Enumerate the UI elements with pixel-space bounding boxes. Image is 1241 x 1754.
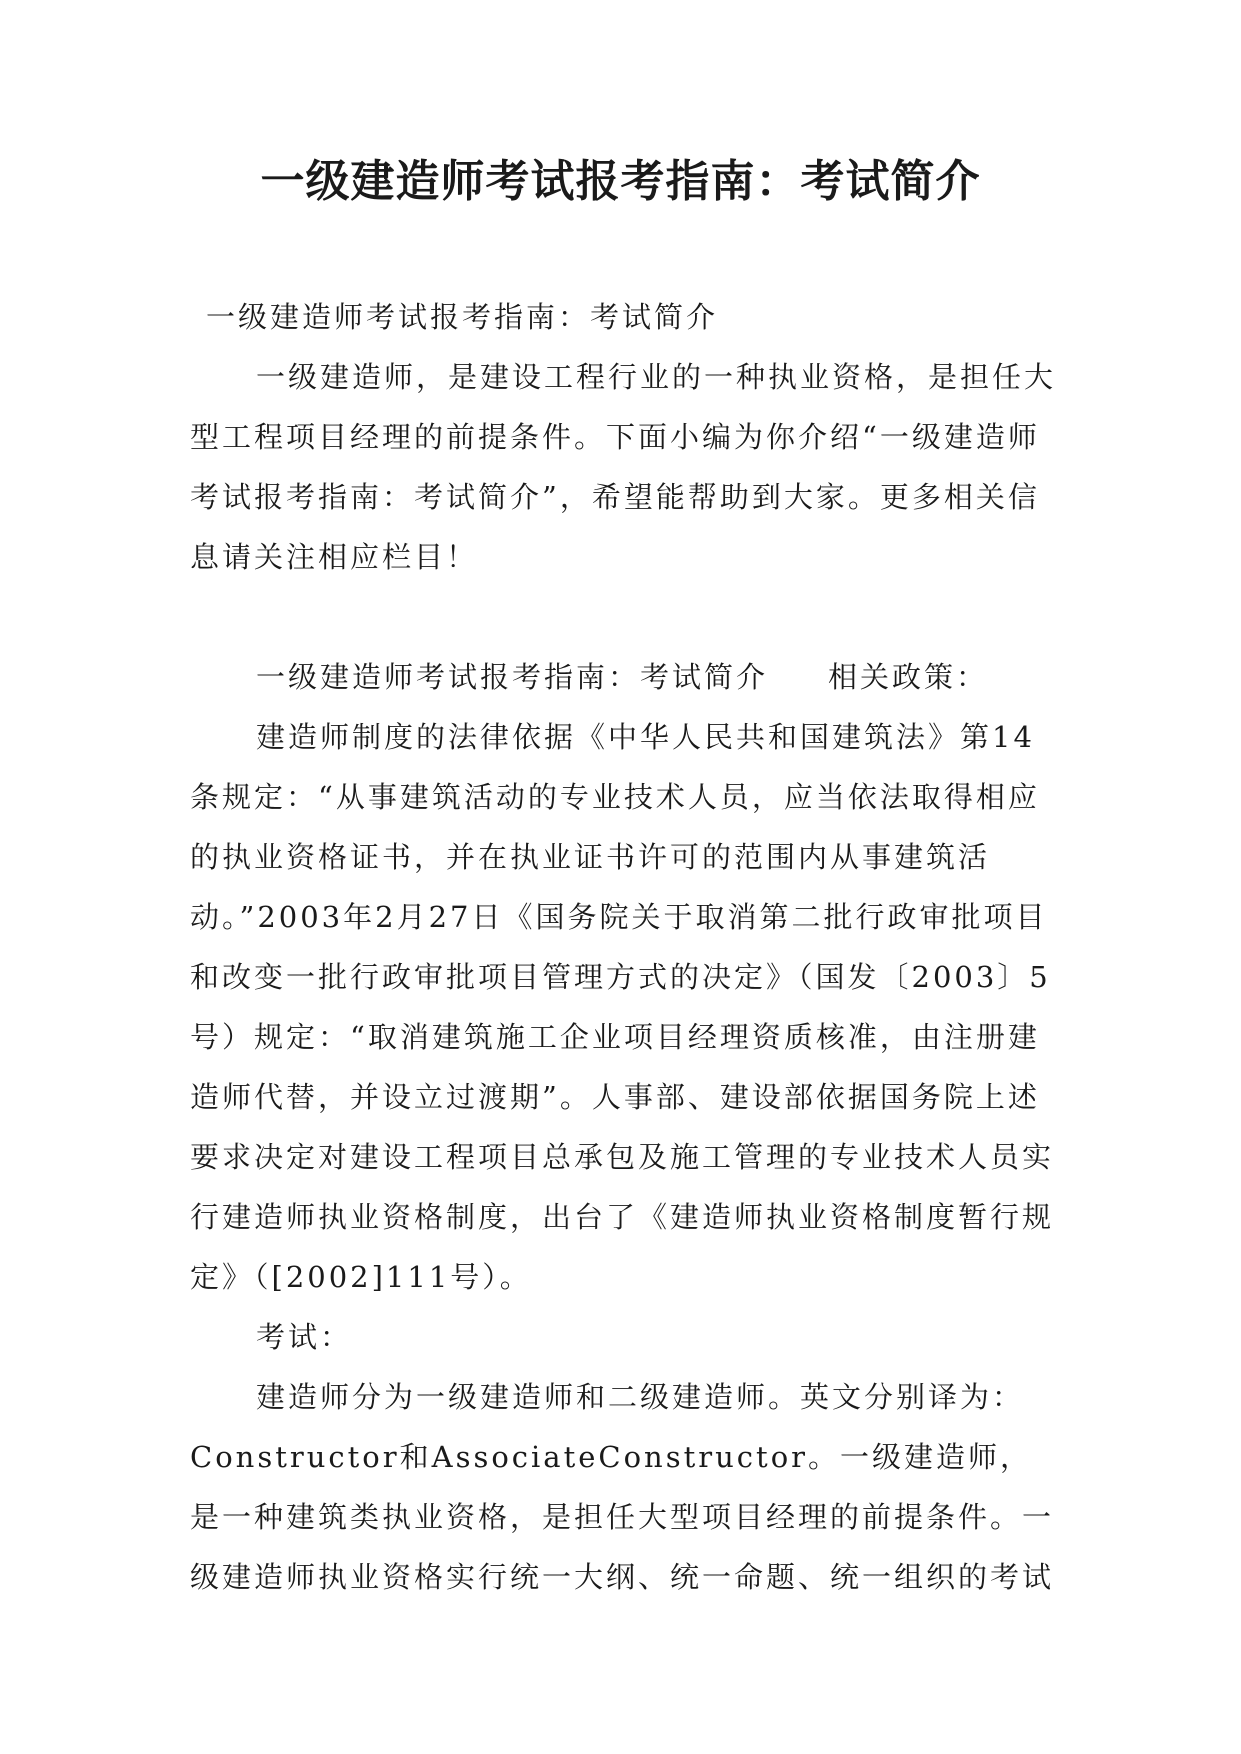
policy-paragraph: 建造师制度的法律依据《中华人民共和国建筑法》第14条规定：“从事建筑活动的专业技术人员，应当依法取得相应的执业资格证书，并在执业证书许可的范围内从事建筑活动。”2003年2月27日《国务院关于取消第二批行政审批项目和改变一批行政审批项目管理方式的决定》（国发〔2003〕5号）规定：“取消建筑施工企业项目经理资质核准，由注册建造师代替，并设立过渡期”。人事部、建设部依据国务院上述要求决定对建设工程项目总承包及施工管理的专业技术人员实行建造师执业资格制度，出台了《建造师执业资格制度暂行规定》（[2002]111号）。	[190, 720, 1055, 1294]
document-title: 一级建造师考试报考指南：考试简介	[260, 156, 981, 207]
document-body	[190, 287, 1060, 1607]
paragraph-gap	[190, 587, 1060, 647]
section-heading-a: 一级建造师考试报考指南：考试简介	[256, 660, 769, 694]
exam-paragraph: 建造师分为一级建造师和二级建造师。英文分别译为：Constructor和AssociateConstructor。一级建造师，是一种建筑类执业资格，是担任大型项目经理的前提条件。一级建造师执业资格实行统一大纲、统一命题、统一组织的考试	[190, 1380, 1055, 1594]
document-subtitle: 一级建造师考试报考指南：考试简介	[206, 300, 719, 334]
exam-heading: 考试：	[256, 1320, 353, 1354]
intro-paragraph: 一级建造师，是建设工程行业的一种执业资格，是担任大型工程项目经理的前提条件。下面小编为你介绍“一级建造师考试报考指南：考试简介”，希望能帮助到大家。更多相关信息请关注相应栏目！	[190, 360, 1057, 574]
section-heading-line	[190, 647, 1060, 707]
section-heading-b: 相关政策：	[828, 660, 989, 694]
